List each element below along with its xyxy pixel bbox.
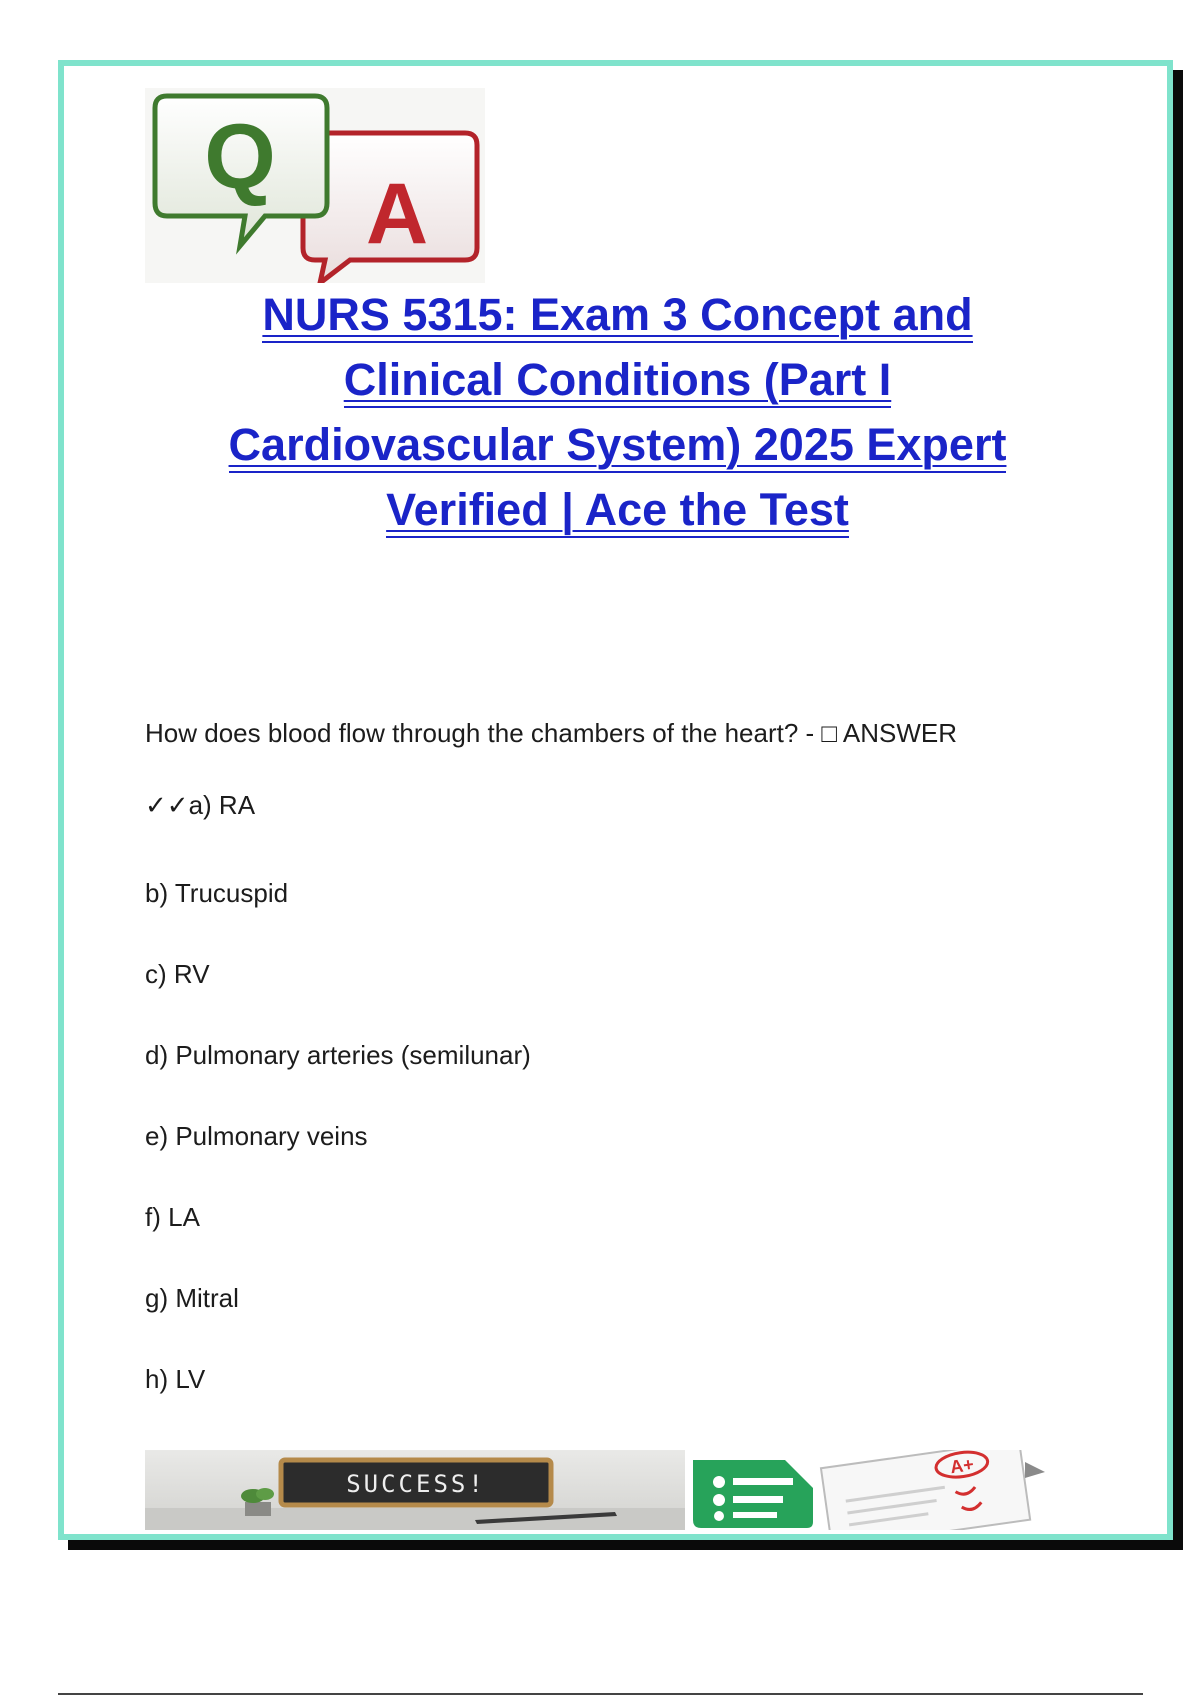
- grade-badge-text: A+: [948, 1454, 976, 1478]
- answer-option: ✓✓a) RA: [145, 790, 256, 820]
- answer-option: g) Mitral: [145, 1283, 239, 1313]
- qa-logo: [145, 88, 485, 283]
- answer-option: f) LA: [145, 1202, 200, 1232]
- title-line[interactable]: Clinical Conditions (Part I: [344, 354, 892, 408]
- answer-option: d) Pulmonary arteries (semilunar): [145, 1040, 531, 1070]
- answer-option: h) LV: [145, 1364, 206, 1394]
- question-text: How does blood flow through the chambers of the heart? - □ ANSWER: [145, 718, 958, 748]
- q-letter: Q: [204, 106, 276, 208]
- bottom-rule: [58, 1693, 1143, 1695]
- graded-paper-icon: [821, 1450, 1030, 1530]
- success-sign: [281, 1460, 551, 1505]
- answer-option: e) Pulmonary veins: [145, 1121, 368, 1151]
- answer-option: c) RV: [145, 959, 210, 989]
- footer-decoration: [145, 1450, 1065, 1530]
- checkmark-icon: ✓✓: [145, 790, 189, 820]
- plant-icon: [241, 1488, 274, 1516]
- document-title[interactable]: [150, 282, 1085, 542]
- a-letter: A: [365, 166, 429, 262]
- title-line[interactable]: NURS 5315: Exam 3 Concept and: [262, 289, 972, 343]
- answer-option: b) Trucuspid: [145, 878, 289, 908]
- success-sign-text: SUCCESS!: [346, 1470, 486, 1498]
- title-line[interactable]: Verified | Ace the Test: [386, 484, 849, 538]
- spreadsheet-icon: [693, 1460, 813, 1528]
- title-line[interactable]: Cardiovascular System) 2025 Expert: [229, 419, 1007, 473]
